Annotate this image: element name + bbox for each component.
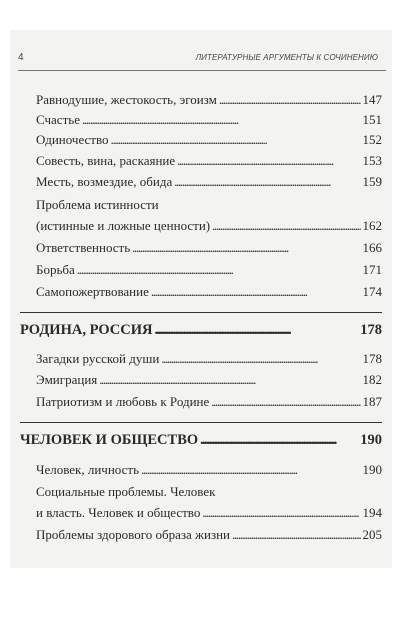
leader-dots (99, 371, 360, 389)
toc-entry (36, 350, 382, 368)
toc-entry-page: 151 (362, 112, 382, 127)
leader-dots (161, 350, 360, 368)
leader-dots (212, 217, 360, 235)
toc-entry-page: 152 (362, 132, 382, 147)
toc-entry-page: 159 (362, 174, 382, 189)
leader-dots (155, 321, 359, 339)
toc-entry-title: Борьба (36, 262, 75, 277)
toc-entry (36, 261, 382, 279)
leader-dots (200, 431, 358, 449)
toc-entry-page: 182 (362, 372, 382, 387)
toc-entry-page: 171 (362, 262, 382, 277)
toc-entry (36, 461, 382, 479)
toc-entry-title: Загадки русской души (36, 351, 160, 366)
leader-dots (132, 239, 360, 257)
toc-entry-title: (истинные и ложные ценности) (36, 218, 211, 233)
toc-entry-page: 147 (362, 92, 382, 107)
toc-section-heading (20, 321, 382, 339)
toc-entry (36, 504, 382, 522)
toc-entry-title-line1: Социальные проблемы. Человек (36, 484, 216, 499)
toc-entry-title: Счастье (36, 112, 80, 127)
toc-section-page: 178 (360, 322, 382, 338)
leader-dots (111, 131, 361, 149)
toc-entry-title: Совесть, вина, раскаяние (36, 153, 176, 168)
toc-entry (36, 393, 382, 411)
toc-entry-title-line1: Проблема истинности (36, 197, 159, 212)
leader-dots (82, 111, 361, 129)
leader-dots (232, 526, 361, 544)
toc-entry (36, 283, 382, 301)
section-divider (20, 312, 382, 313)
toc-entry (36, 239, 382, 257)
toc-entry-page: 205 (362, 527, 382, 542)
toc-entry (36, 131, 382, 149)
toc-entry-page: 166 (362, 240, 382, 255)
toc-entry-page: 190 (362, 462, 382, 477)
leader-dots (177, 152, 360, 170)
page-number: 4 (18, 52, 24, 63)
toc-entry (36, 173, 382, 191)
section-divider (20, 422, 382, 423)
toc-entry-page: 174 (362, 284, 382, 299)
leader-dots (202, 504, 360, 522)
leader-dots (151, 283, 361, 301)
toc-entry-page: 194 (362, 505, 382, 520)
toc-entry-title: Проблемы здорового образа жизни (36, 527, 230, 542)
toc-section-title: ЧЕЛОВЕК И ОБЩЕСТВО (20, 432, 199, 448)
leader-dots (211, 393, 360, 411)
leader-dots (141, 461, 361, 479)
leader-dots (219, 91, 361, 109)
toc-entry-page: 162 (362, 218, 382, 233)
toc-section-title: РОДИНА, РОССИЯ (20, 322, 153, 338)
toc-entry-title: Человек, личность (36, 462, 139, 477)
toc-entry-page: 153 (362, 153, 382, 168)
book-page (10, 30, 392, 568)
toc-entry (36, 111, 382, 129)
toc-entry-title: Эмиграция (36, 372, 98, 387)
toc-section-page: 190 (360, 432, 382, 448)
toc-entry-page: 187 (362, 394, 382, 409)
header-divider (18, 70, 386, 71)
toc-entry-title: Равнодушие, жестокость, эгоизм (36, 92, 217, 107)
toc-entry (36, 371, 382, 389)
leader-dots (174, 173, 360, 191)
toc-entry-title: Патриотизм и любовь к Родине (36, 394, 210, 409)
toc-entry (36, 152, 382, 170)
toc-entry-title: Одиночество (36, 132, 109, 147)
toc-entry (36, 217, 382, 235)
toc-section-heading (20, 431, 382, 449)
toc-entry (36, 91, 382, 109)
toc-entry-title: и власть. Человек и общество (36, 505, 201, 520)
toc-entry-title: Месть, возмездие, обида (36, 174, 173, 189)
toc-entry-title: Самопожертвование (36, 284, 149, 299)
toc-entry-title: Ответственность (36, 240, 131, 255)
leader-dots (77, 261, 361, 279)
toc-entry-page: 178 (362, 351, 382, 366)
toc-entry (36, 526, 382, 544)
page-header (10, 52, 392, 66)
running-title: ЛИТЕРАТУРНЫЕ АРГУМЕНТЫ К СОЧИНЕНИЮ (195, 53, 378, 62)
